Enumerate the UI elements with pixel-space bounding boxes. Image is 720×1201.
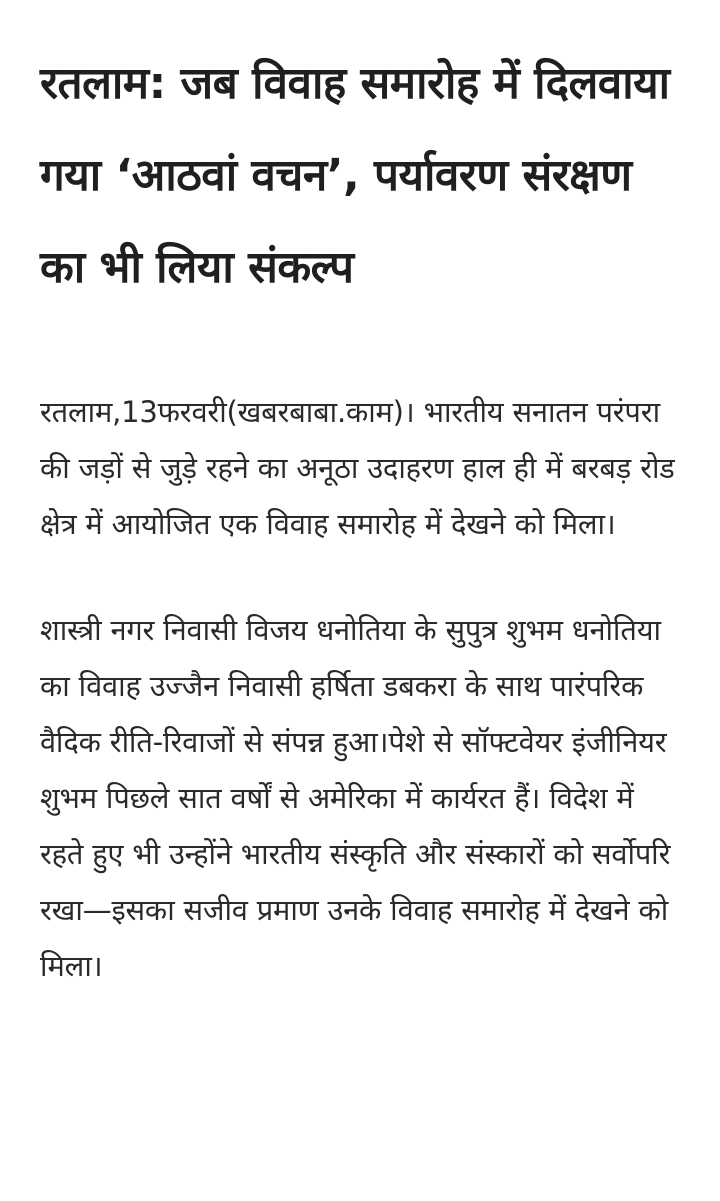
article-paragraph-intro: रतलाम,13फरवरी(खबरबाबा.काम)। भारतीय सनातन परंपरा की जड़ों से जुड़े रहने का अनूठा उदाहरण हाल ही में बरबड़ रोड क्षेत्र में आयोजित एक विवाह समारोह में देखने को मिला। [40,395,675,541]
article-headline: रतलाम: जब विवाह समारोह में दिलवाया गया ‘आठवां वचन’, पर्यावरण संरक्षण का भी लिया संकल्प [40,58,670,293]
article-paragraph-details: शास्त्री नगर निवासी विजय धनोतिया के सुपुत्र शुभम धनोतिया का विवाह उज्जैन निवासी हर्षिता डबकरा के साथ पारंपरिक वैदिक रीति-रिवाजों से संपन्न हुआ।पेशे से सॉफ्टवेयर इंजीनियर शुभम पिछले सात वर्षों से अमेरिका में कार्यरत हैं। विदेश में रहते हुए भी उन्होंने भारतीय संस्कृति और संस्कारों को सर्वोपरि रखा—इसका सजीव प्रमाण उनके विवाह समारोह में देखने को मिला। [40,613,671,983]
